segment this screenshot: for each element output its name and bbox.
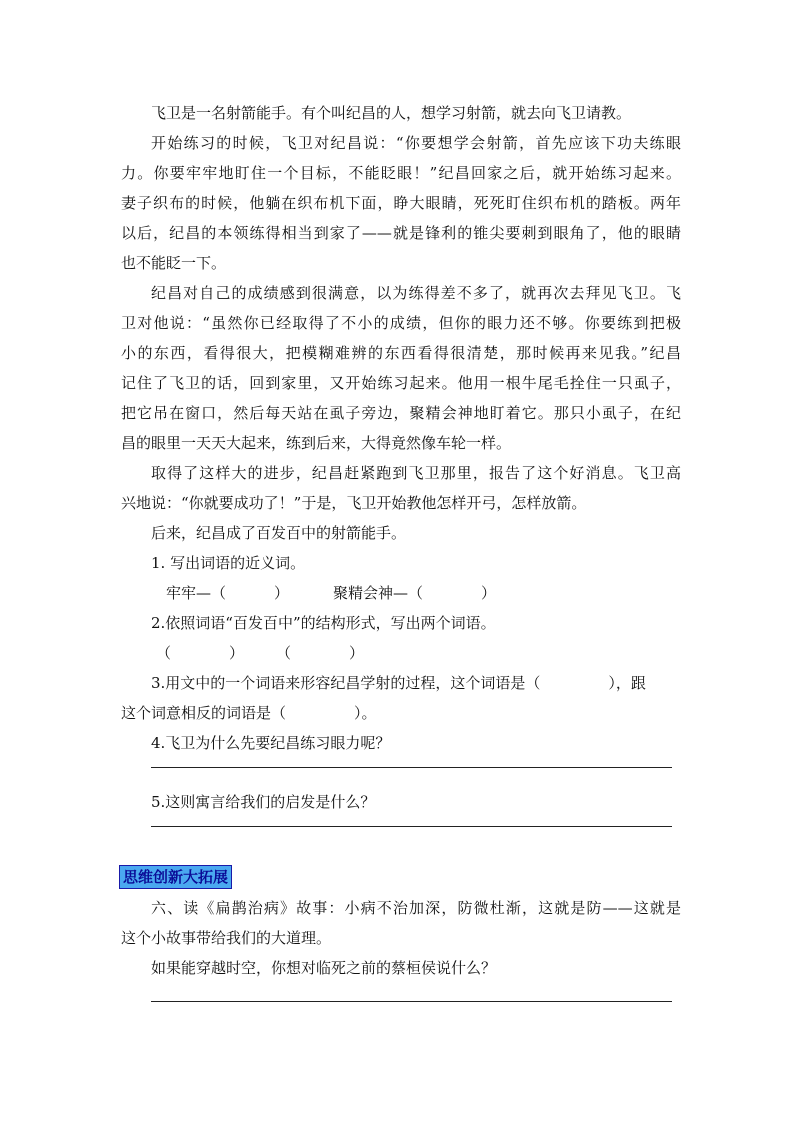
question-5: 5.这则寓言给我们的启发是什么？ — [151, 793, 376, 811]
passage-paragraph-3-line-1: 纪昌对自己的成绩感到很满意，以为练得差不多了，就再次去拜见飞卫。飞 — [151, 284, 681, 302]
passage-paragraph-1: 飞卫是一名射箭能手。有个叫纪昌的人，想学习射箭，就去向飞卫请教。 — [151, 104, 632, 122]
question-2-open-2: （ — [276, 644, 292, 662]
passage-paragraph-3-line-2: 卫对他说：“虽然你已经取得了不小的成绩，但你的眼力还不够。你要练到把极 — [121, 314, 681, 332]
passage-paragraph-4-line-2: 兴地说：“你就要成功了！”于是，飞卫开始教他怎样开弓，怎样放箭。 — [121, 494, 587, 512]
question-2: 2.依照词语“百发百中”的结构形式，写出两个词语。 — [151, 614, 496, 632]
extension-question: 如果能穿越时空，你想对临死之前的蔡桓侯说什么？ — [151, 959, 497, 977]
question-2-close-2: ） — [349, 644, 365, 662]
question-3-text-d: ）。 — [354, 704, 377, 722]
passage-paragraph-3-line-4: 记住了飞卫的话，回到家里，又开始练习起来。他用一根牛尾毛拴住一只虱子， — [121, 374, 681, 392]
passage-paragraph-2-line-5: 也不能眨一下。 — [121, 254, 227, 272]
question-1-a-label: 牢牢—（ — [166, 584, 227, 602]
passage-paragraph-4-line-1: 取得了这样大的进步，纪昌赶紧跑到飞卫那里，报告了这个好消息。飞卫高 — [151, 464, 681, 482]
passage-paragraph-2-line-1: 开始练习的时候，飞卫对纪昌说：“你要想学会射箭，首先应该下功夫练眼 — [151, 134, 681, 152]
question-4-answer-line[interactable] — [151, 767, 672, 768]
passage-paragraph-3-line-5: 把它吊在窗口，然后每天站在虱子旁边，聚精会神地盯着它。那只小虱子，在纪 — [121, 404, 681, 422]
question-2-blanks — [156, 643, 456, 663]
passage-paragraph-5: 后来，纪昌成了百发百中的射箭能手。 — [151, 524, 407, 542]
extension-line-1: 六、读《扁鹊治病》故事：小病不治加深，防微杜渐，这就是防——这就是 — [151, 899, 681, 917]
question-3-text-b: ），跟 — [608, 674, 646, 692]
passage-paragraph-3-line-3: 小的东西，看得很大，把模糊难辨的东西看得很清楚，那时候再来见我。”纪昌 — [121, 344, 681, 362]
question-1-b-label: 聚精会神—（ — [333, 584, 424, 602]
question-1-b-close: ） — [481, 584, 497, 602]
extension-line-2: 这个小故事带给我们的大道理。 — [121, 929, 332, 947]
passage-paragraph-3-line-6: 昌的眼里一天天大起来，练到后来，大得竟然像车轮一样。 — [121, 434, 512, 452]
question-3-text-c: 这个词意相反的词语是（ — [121, 704, 287, 722]
question-1-blanks — [166, 583, 566, 603]
extension-answer-line[interactable] — [151, 1001, 672, 1002]
question-2-open-1: （ — [156, 644, 172, 662]
question-2-close-1: ） — [229, 644, 245, 662]
question-4: 4.飞卫为什么先要纪昌练习眼力呢？ — [151, 734, 391, 752]
passage-paragraph-2-line-2: 力。你要牢牢地盯住一个目标，不能眨眼！”纪昌回家之后，就开始练习起来。 — [121, 164, 681, 182]
section-banner: 思维创新大拓展 — [119, 865, 232, 889]
passage-paragraph-2-line-3: 妻子织布的时候，他躺在织布机下面，睁大眼睛，死死盯住织布机的踏板。两年 — [121, 194, 681, 212]
question-1: 1. 写出词语的近义词。 — [151, 554, 306, 572]
question-5-answer-line[interactable] — [151, 826, 672, 827]
question-3-line-1 — [151, 673, 681, 693]
question-3-line-2 — [121, 703, 681, 723]
passage-paragraph-2-line-4: 以后，纪昌的本领练得相当到家了——就是锋利的锥尖要刺到眼角了，他的眼睛 — [121, 224, 681, 242]
question-1-a-close: ） — [274, 584, 290, 602]
question-3-text-a: 3.用文中的一个词语来形容纪昌学射的过程，这个词语是（ — [151, 674, 541, 692]
